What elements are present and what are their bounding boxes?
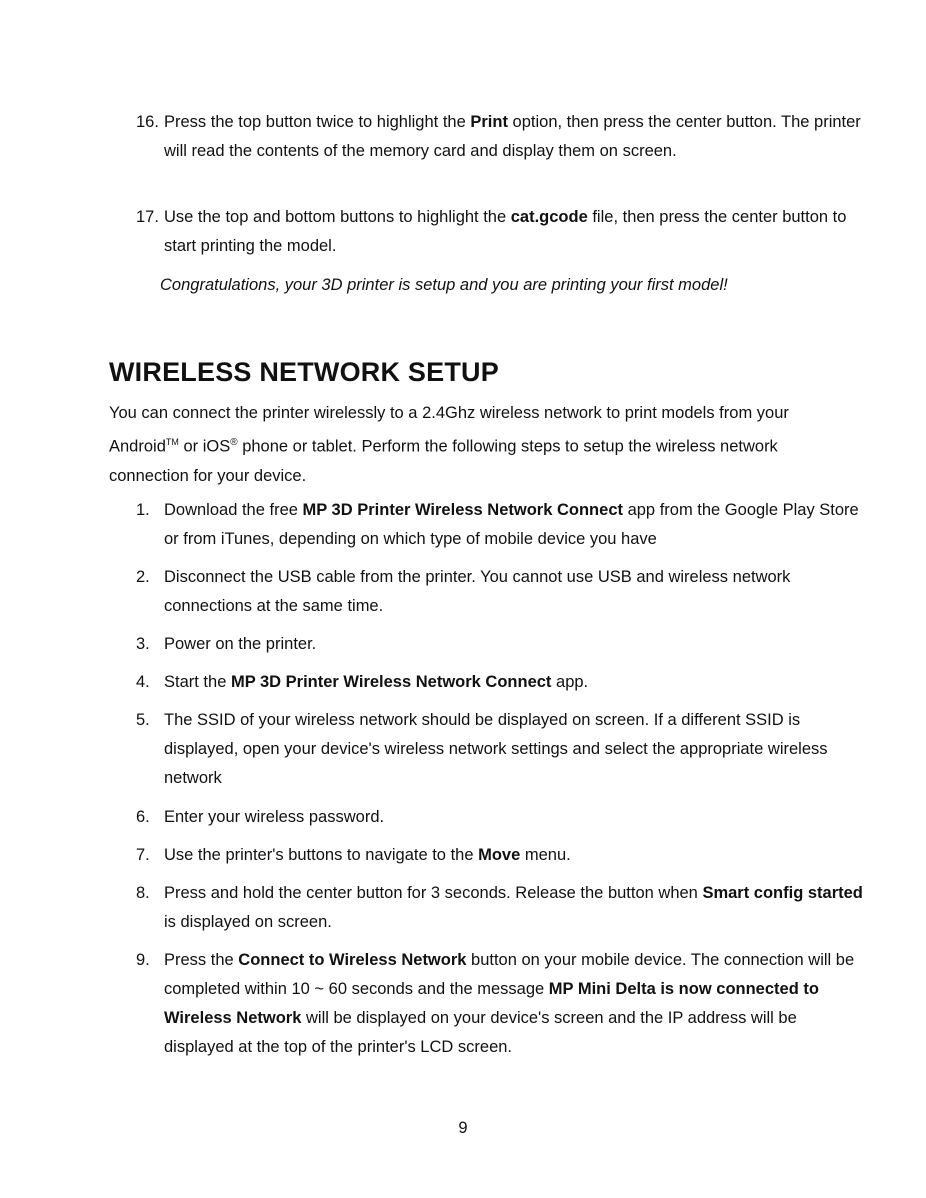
connected-message: MP Mini Delta is now connected to Wireless Network bbox=[164, 980, 819, 1027]
step-text: Use the top and bottom buttons to highlight the cat.gcode file, then press the center button to start printing the model. bbox=[164, 208, 847, 255]
step-text: Press and hold the center button for 3 seconds. Release the button when Smart config started is displayed on screen. bbox=[164, 884, 863, 931]
smart-config-message: Smart config started bbox=[702, 884, 863, 902]
step-number: 5. bbox=[136, 711, 150, 729]
move-menu: Move bbox=[478, 846, 521, 864]
step-text: Use the printer's buttons to navigate to the Move menu. bbox=[164, 846, 571, 864]
print-option: Print bbox=[470, 113, 508, 131]
step-number: 17. bbox=[136, 208, 159, 226]
gcode-filename: cat.gcode bbox=[510, 208, 588, 226]
app-name: MP 3D Printer Wireless Network Connect bbox=[302, 501, 623, 519]
app-name: MP 3D Printer Wireless Network Connect bbox=[230, 673, 552, 691]
step-number: 1. bbox=[136, 501, 150, 519]
step-text: Power on the printer. bbox=[164, 635, 317, 653]
step-number: 7. bbox=[136, 846, 150, 864]
step-number: 2. bbox=[136, 568, 150, 586]
step-text: Enter your wireless password. bbox=[164, 808, 385, 826]
step-number: 6. bbox=[136, 808, 150, 826]
step-number: 8. bbox=[136, 884, 150, 902]
trademark-symbol: TM bbox=[165, 437, 179, 447]
registered-symbol: ® bbox=[230, 437, 238, 448]
step-number: 16. bbox=[136, 113, 159, 131]
step-text: Start the MP 3D Printer Wireless Network Connect app. bbox=[164, 673, 589, 691]
step-text: Disconnect the USB cable from the printer. You cannot use USB and wireless network connections at the same time. bbox=[164, 568, 791, 615]
step-text: Download the free MP 3D Printer Wireless Network Connect app from the Google Play Store or from iTunes, depending on which type of mobile device you have bbox=[164, 501, 859, 548]
step-text: The SSID of your wireless network should be displayed on screen. If a different SSID is displayed, open your device's wireless network settings and select the appropriate wireless network bbox=[164, 711, 828, 787]
step-text: Press the Connect to Wireless Network button on your mobile device. The connection will be completed within 10 ~ 60 seconds and the message MP Mini Delta is now connected to Wireless Network will be displayed on your device's screen and the IP address will be displayed at the top of the printer's LCD screen. bbox=[164, 951, 855, 1056]
section-intro: You can connect the printer wirelessly to a 2.4Ghz wireless network to print models from your Android™ or iOS® phone or tablet. Perform the following steps to setup the wireless network connection for your device. bbox=[109, 404, 789, 485]
page-number: 9 bbox=[458, 1119, 468, 1137]
step-number: 3. bbox=[136, 635, 150, 653]
connect-button-name: Connect to Wireless Network bbox=[238, 951, 467, 969]
step-number: 9. bbox=[136, 951, 150, 969]
step-number: 4. bbox=[136, 673, 150, 691]
section-heading: WIRELESS NETWORK SETUP bbox=[109, 357, 499, 387]
step-text: Press the top button twice to highlight the Print option, then press the center button. The printer will read the contents of the memory card and display them on screen. bbox=[164, 113, 861, 160]
congratulations-message: Congratulations, your 3D printer is setup and you are printing your first model! bbox=[160, 276, 728, 294]
